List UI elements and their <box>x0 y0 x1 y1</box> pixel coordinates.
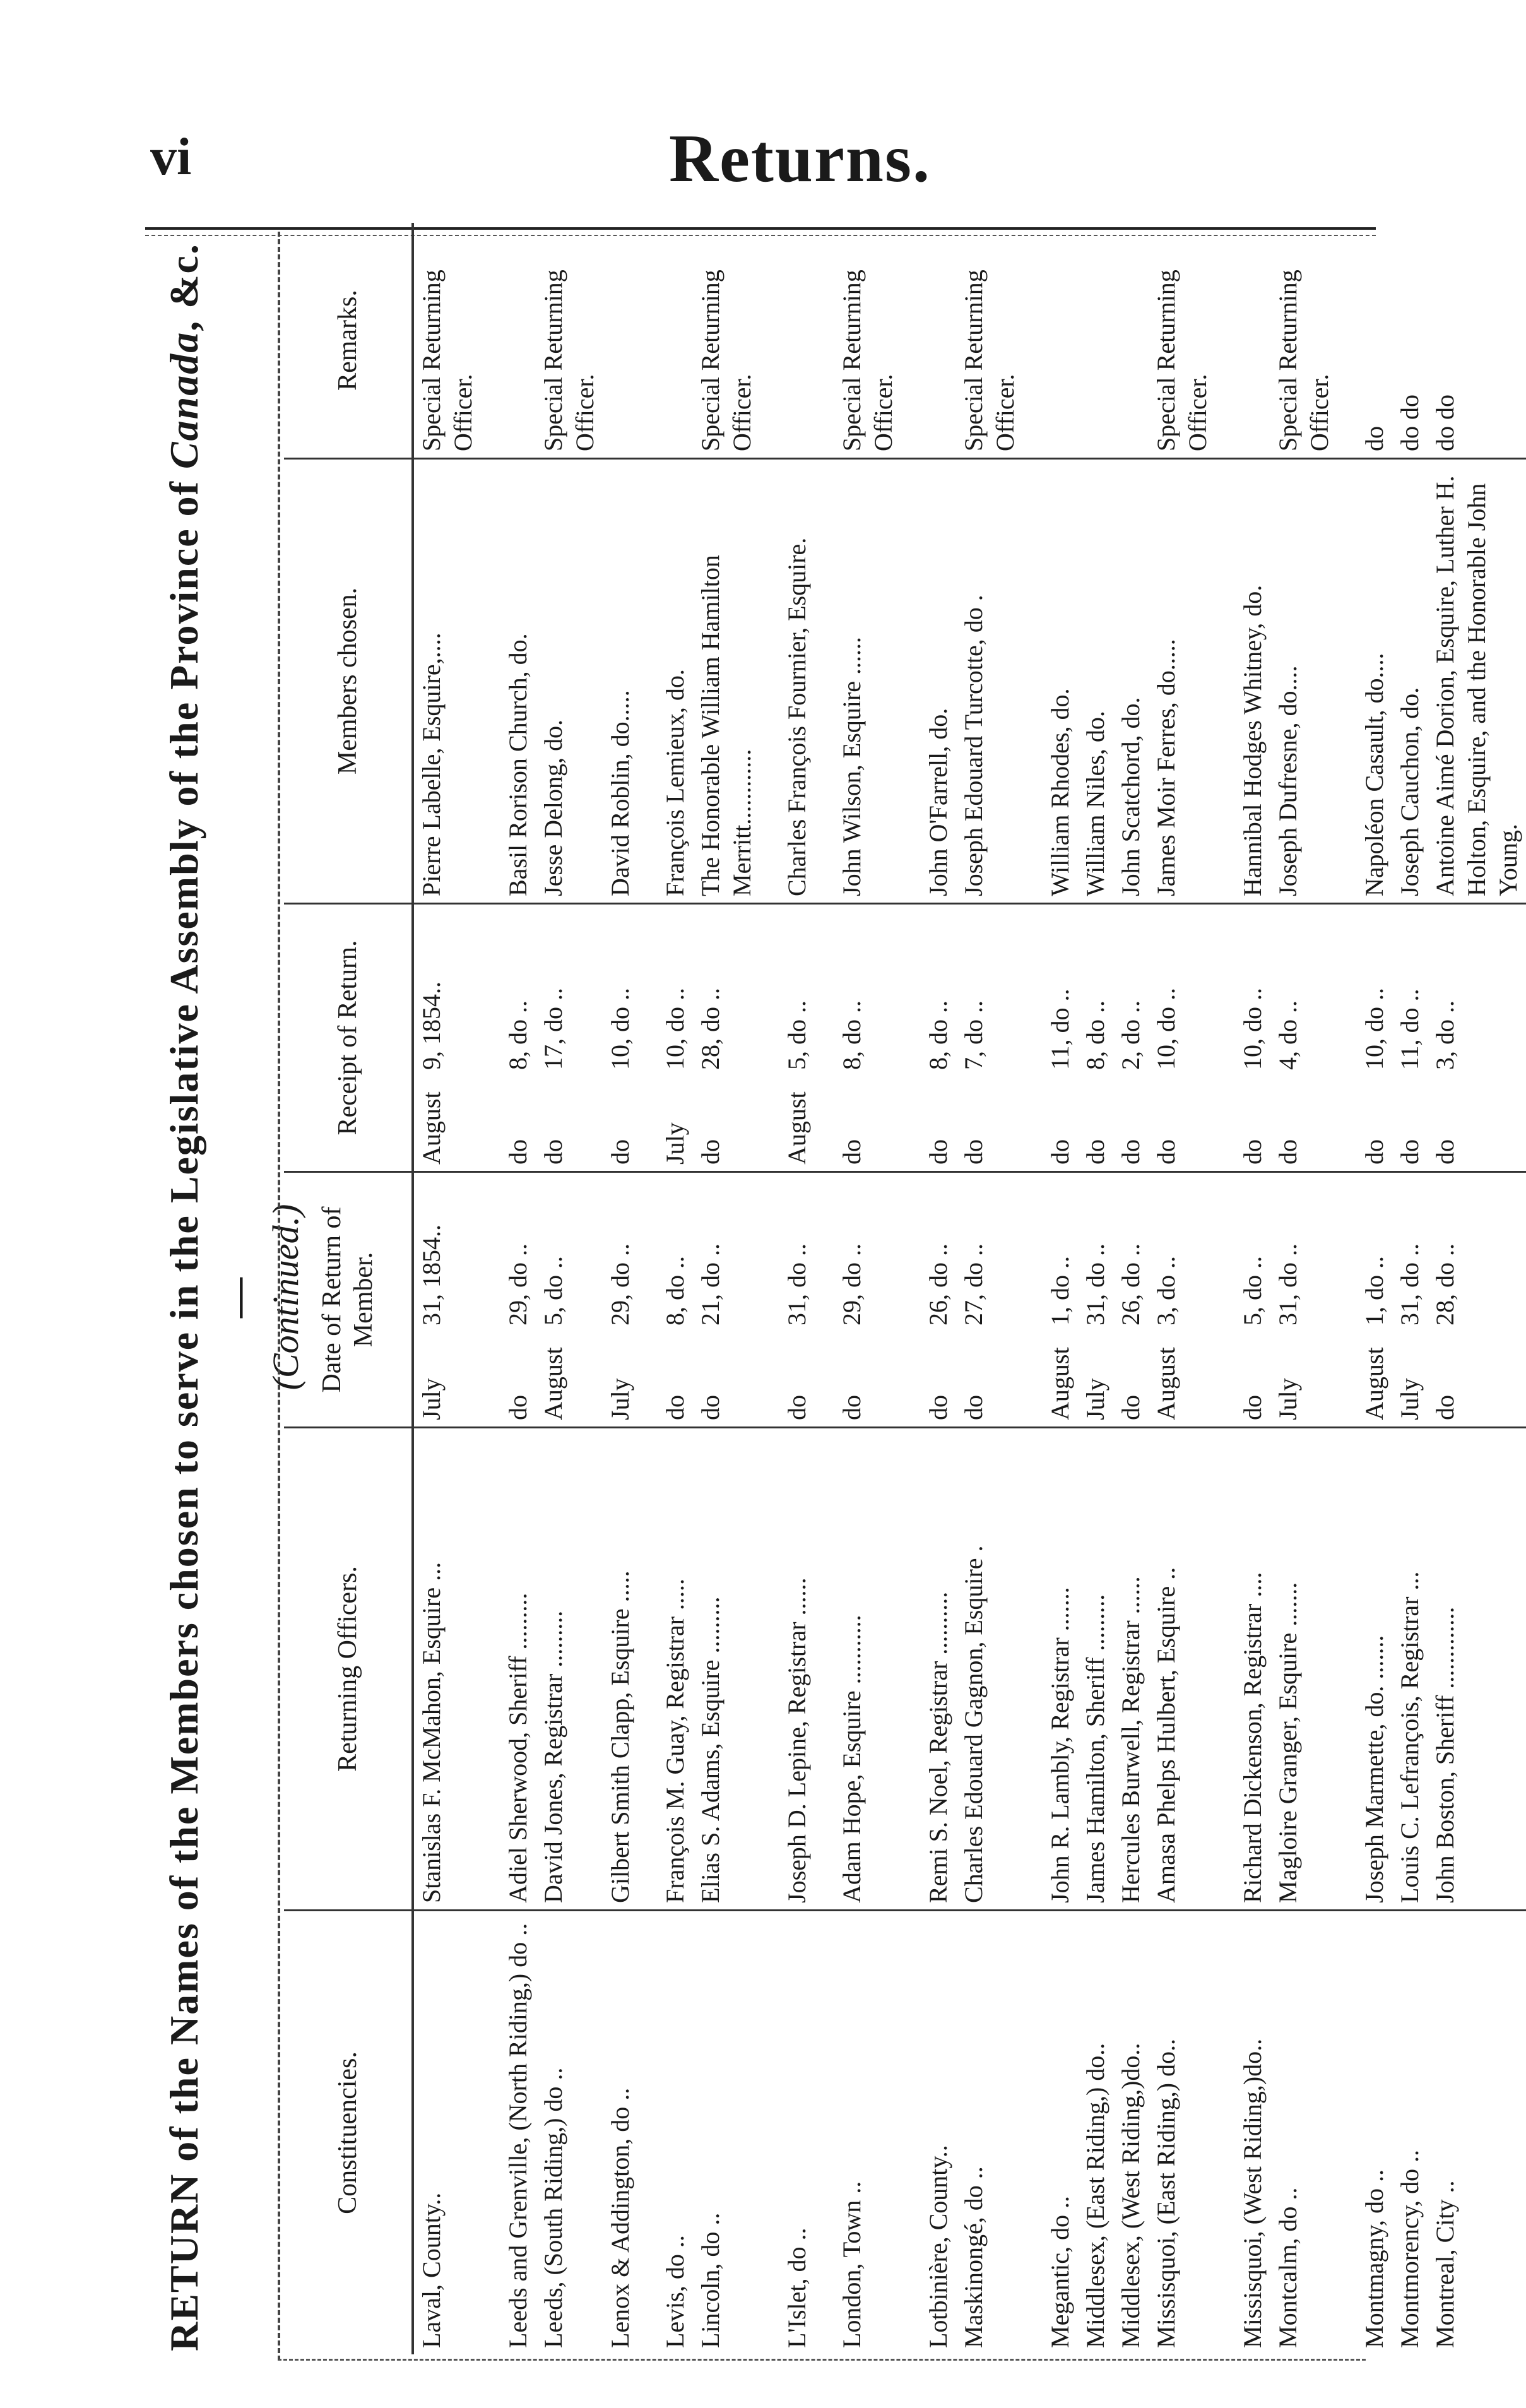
receipt-receipt: 8, do .. <box>1081 1000 1109 1070</box>
table-row <box>1392 223 1428 2354</box>
caption-continued: (Continued.) <box>265 1204 306 1391</box>
receipt-cell <box>760 904 815 1172</box>
remark-cell <box>1113 223 1149 459</box>
date-cell <box>760 1172 815 1428</box>
date-date: 27, do .. <box>959 1243 988 1326</box>
date-date: 8, do .. <box>661 1256 689 1326</box>
member-cell <box>1270 459 1337 904</box>
receipt-cell <box>1215 904 1270 1172</box>
constituency-cell <box>815 1911 901 2355</box>
officer-cell <box>693 1428 760 1911</box>
date-date-month: do <box>783 1395 811 1420</box>
date-cell <box>1270 1172 1337 1428</box>
receipt-receipt-month: do <box>924 1139 952 1165</box>
date-date-month: August <box>1152 1347 1180 1420</box>
header-officers: Returning Officers. <box>284 1428 413 1911</box>
date-date: 3, do .. <box>1152 1256 1180 1326</box>
constituency-cell <box>1023 1911 1078 2355</box>
member-member: David Roblin, do..... <box>606 690 634 896</box>
officer-officer: Joseph Marmette, do. ....... <box>1360 1635 1388 1903</box>
receipt-receipt: 5, do .. <box>783 1000 811 1070</box>
remark-cell <box>536 223 603 459</box>
date-cell <box>1392 1172 1428 1428</box>
officer-officer: Louis C. Lefrançois, Registrar ... <box>1395 1571 1424 1903</box>
date-date-month: do <box>924 1395 952 1420</box>
remark-cell <box>1215 223 1270 459</box>
officer-cell <box>1113 1428 1149 1911</box>
officer-cell <box>481 1428 536 1911</box>
receipt-receipt-month: do <box>1116 1139 1145 1165</box>
member-member: Antoine Aimé Dorion, Esquire, Luther H. Holton, Esquire, and the Honorable John Young. <box>1431 475 1522 896</box>
member-member: Jesse Delong, do. <box>539 720 567 896</box>
date-date: 5, do .. <box>539 1256 567 1326</box>
date-date: 29, do .. <box>606 1243 634 1326</box>
receipt-receipt-month: do <box>606 1139 634 1165</box>
member-cell <box>1113 459 1149 904</box>
member-member: John Wilson, Esquire ...... <box>837 637 866 896</box>
date-cell <box>1215 1172 1270 1428</box>
receipt-receipt-month: do <box>1360 1139 1388 1165</box>
constituency-constituency: Lincoln, do .. <box>696 2212 725 2348</box>
remark-cell <box>481 223 536 459</box>
constituency-cell <box>638 1911 693 2355</box>
remark-cell <box>603 223 638 459</box>
remark-remark: Special Returning Officer. <box>1274 270 1334 451</box>
remark-cell <box>1337 223 1392 459</box>
member-cell <box>1215 459 1270 904</box>
member-member: Hannibal Hodges Whitney, do. <box>1238 584 1267 896</box>
officer-cell <box>1428 1428 1526 1911</box>
date-date-month: do <box>1431 1395 1459 1420</box>
member-member: Pierre Labelle, Esquire,.... <box>417 632 446 896</box>
officer-officer: John Boston, Sheriff ............. <box>1431 1606 1459 1903</box>
officer-cell <box>536 1428 603 1911</box>
date-cell <box>536 1172 603 1428</box>
remark-cell <box>1270 223 1337 459</box>
date-date-month: August <box>539 1347 567 1420</box>
table-row <box>1023 223 1078 2354</box>
officer-officer: Hercules Burwell, Registrar ...... <box>1116 1576 1145 1903</box>
constituency-constituency: Leeds, (South Riding,) do .. <box>539 2067 567 2348</box>
date-date: 29, do .. <box>837 1243 866 1326</box>
officer-officer: David Jones, Registrar ......... <box>539 1610 567 1903</box>
date-date-month: July <box>417 1378 446 1420</box>
remark-cell <box>1149 223 1215 459</box>
table-row <box>481 223 536 2354</box>
receipt-receipt: 8, do .. <box>504 1000 532 1070</box>
officer-cell <box>413 1428 481 1911</box>
date-cell <box>1023 1172 1078 1428</box>
date-date: 1, do .. <box>1360 1256 1388 1326</box>
table-row <box>1078 223 1113 2354</box>
date-cell <box>901 1172 956 1428</box>
date-date-month: July <box>1274 1378 1302 1420</box>
member-cell <box>956 459 1023 904</box>
date-date-month: July <box>606 1378 634 1420</box>
date-cell <box>1428 1172 1526 1428</box>
date-date: 31, 1854.. <box>417 1225 446 1326</box>
constituency-cell <box>760 1911 815 2355</box>
member-cell <box>693 459 760 904</box>
date-date-month: August <box>1046 1347 1074 1420</box>
remark-cell <box>1392 223 1428 459</box>
table-row <box>1149 223 1215 2354</box>
constituency-cell <box>1113 1911 1149 2355</box>
constituency-constituency: Missisquoi, (East Riding,) do.. <box>1152 2038 1180 2348</box>
table-row <box>638 223 693 2354</box>
receipt-cell <box>603 904 638 1172</box>
member-cell <box>413 459 481 904</box>
constituency-cell <box>536 1911 603 2355</box>
member-cell <box>1392 459 1428 904</box>
member-cell <box>481 459 536 904</box>
remark-cell <box>760 223 815 459</box>
receipt-receipt: 2, do .. <box>1116 1000 1145 1070</box>
member-cell <box>638 459 693 904</box>
table-row <box>956 223 1023 2354</box>
member-member: William Niles, do. <box>1081 711 1109 896</box>
member-cell <box>603 459 638 904</box>
date-date-month: do <box>504 1395 532 1420</box>
receipt-cell <box>1392 904 1428 1172</box>
officer-cell <box>1149 1428 1215 1911</box>
constituency-constituency: Montmagny, do .. <box>1360 2169 1388 2348</box>
receipt-cell <box>1023 904 1078 1172</box>
receipt-receipt: 9, 1854.. <box>417 982 446 1070</box>
member-member: John O'Farrell, do. <box>924 708 952 896</box>
receipt-cell <box>956 904 1023 1172</box>
constituency-constituency: Middlesex, (West Riding,)do.. <box>1116 2043 1145 2348</box>
constituency-cell <box>901 1911 956 2355</box>
officer-officer: Charles Edouard Gagnon, Esquire . <box>959 1545 988 1903</box>
date-cell <box>956 1172 1023 1428</box>
receipt-cell <box>1270 904 1337 1172</box>
member-cell <box>536 459 603 904</box>
table-row <box>1113 223 1149 2354</box>
date-cell <box>638 1172 693 1428</box>
receipt-cell <box>1078 904 1113 1172</box>
date-cell <box>603 1172 638 1428</box>
table-row <box>413 223 481 2354</box>
member-member: Joseph Cauchon, do. <box>1395 687 1424 896</box>
constituency-constituency: Montcalm, do .. <box>1274 2187 1302 2348</box>
constituency-cell <box>956 1911 1023 2355</box>
constituency-cell <box>603 1911 638 2355</box>
receipt-receipt-month: do <box>1274 1139 1302 1165</box>
receipt-receipt-month: do <box>1395 1139 1424 1165</box>
member-cell <box>815 459 901 904</box>
date-cell <box>1337 1172 1392 1428</box>
remark-remark: Special Returning Officer. <box>539 270 599 451</box>
receipt-receipt-month: August <box>783 1091 811 1165</box>
table-row <box>693 223 760 2354</box>
officer-cell <box>815 1428 901 1911</box>
officer-officer: François M. Guay, Registrar ..... <box>661 1579 689 1903</box>
officer-cell <box>1337 1428 1392 1911</box>
constituency-constituency: Levis, do .. <box>661 2235 689 2348</box>
constituency-constituency: Montmorency, do .. <box>1395 2149 1424 2348</box>
member-member: William Rhodes, do. <box>1046 688 1074 896</box>
receipt-receipt-month: do <box>1431 1139 1459 1165</box>
table-row <box>536 223 603 2354</box>
receipt-receipt: 11, do .. <box>1395 988 1424 1070</box>
table-row <box>1337 223 1392 2354</box>
date-date: 29, do .. <box>504 1243 532 1326</box>
member-cell <box>1023 459 1078 904</box>
returns-table <box>284 223 1526 2354</box>
constituency-cell <box>1149 1911 1215 2355</box>
constituency-constituency: Maskinongé, do .. <box>959 2166 988 2348</box>
receipt-receipt-month: do <box>504 1139 532 1165</box>
receipt-cell <box>815 904 901 1172</box>
constituency-constituency: London, Town .. <box>837 2181 866 2348</box>
date-date-month: do <box>1116 1395 1145 1420</box>
receipt-receipt-month: do <box>837 1139 866 1165</box>
date-date: 31, do .. <box>1395 1243 1424 1326</box>
remark-remark: Special Returning Officer. <box>417 270 477 451</box>
date-date-month: do <box>661 1395 689 1420</box>
constituency-constituency: L'Islet, do .. <box>783 2227 811 2348</box>
remark-remark: Special Returning Officer. <box>1152 270 1212 451</box>
remark-cell <box>1023 223 1078 459</box>
constituency-constituency: Missisquoi, (West Riding,)do.. <box>1238 2038 1267 2348</box>
officer-cell <box>603 1428 638 1911</box>
officer-officer: Magloire Granger, Esquire ....... <box>1274 1582 1302 1903</box>
date-cell <box>1149 1172 1215 1428</box>
officer-officer: Adam Hope, Esquire ........... <box>837 1615 866 1903</box>
header-remarks: Remarks. <box>284 223 413 459</box>
officer-cell <box>1270 1428 1337 1911</box>
constituency-cell <box>1078 1911 1113 2355</box>
member-member: Charles François Fournier, Esquire. <box>783 537 811 896</box>
officer-cell <box>1392 1428 1428 1911</box>
member-member: Joseph Dufresne, do.... <box>1274 665 1302 896</box>
member-member: Basil Rorison Church, do. <box>504 633 532 896</box>
receipt-cell <box>1113 904 1149 1172</box>
date-date: 26, do .. <box>924 1243 952 1326</box>
date-date: 31, do .. <box>783 1243 811 1326</box>
member-cell <box>760 459 815 904</box>
table-row <box>603 223 638 2354</box>
remark-cell <box>815 223 901 459</box>
receipt-receipt: 7, do .. <box>959 1000 988 1070</box>
date-date-month: August <box>1360 1347 1388 1420</box>
receipt-receipt-month: do <box>696 1139 725 1165</box>
constituency-constituency: Middlesex, (East Riding,) do.. <box>1081 2043 1109 2348</box>
date-date-month: do <box>959 1395 988 1420</box>
officer-officer: Stanislas F. McMahon, Esquire ... <box>417 1562 446 1903</box>
constituency-cell <box>1215 1911 1270 2355</box>
member-cell <box>1149 459 1215 904</box>
constituency-constituency: Lotbinière, County.. <box>924 2145 952 2348</box>
receipt-receipt: 3, do .. <box>1431 1000 1459 1070</box>
receipt-receipt: 10, do .. <box>1238 988 1267 1070</box>
receipt-cell <box>638 904 693 1172</box>
officer-officer: Elias S. Adams, Esquire ......... <box>696 1596 725 1903</box>
constituency-cell <box>1337 1911 1392 2355</box>
officer-officer: Adiel Sherwood, Sheriff ......... <box>504 1592 532 1903</box>
date-date: 1, do .. <box>1046 1256 1074 1326</box>
page-title: Returns. <box>669 121 931 196</box>
officer-cell <box>1023 1428 1078 1911</box>
receipt-receipt-month: July <box>661 1122 689 1165</box>
constituency-cell <box>1392 1911 1428 2355</box>
date-cell <box>481 1172 536 1428</box>
date-date-month: do <box>837 1395 866 1420</box>
table-row <box>760 223 815 2354</box>
constituency-constituency: Megantic, do .. <box>1046 2195 1074 2348</box>
date-date-month: do <box>1238 1395 1267 1420</box>
member-cell <box>901 459 956 904</box>
receipt-receipt: 8, do .. <box>837 1000 866 1070</box>
page-number: vi <box>150 128 192 186</box>
header-row <box>284 223 413 2354</box>
caption-line <box>158 234 264 2361</box>
constituency-cell <box>413 1911 481 2355</box>
officer-officer: James Hamilton, Sheriff ......... <box>1081 1594 1109 1903</box>
receipt-receipt: 10, do .. <box>661 988 689 1070</box>
date-date: 31, do .. <box>1081 1243 1109 1326</box>
constituency-constituency: Lenox & Addington, do .. <box>606 2087 634 2348</box>
member-cell <box>1078 459 1113 904</box>
constituency-cell <box>481 1911 536 2355</box>
member-member: James Moir Ferres, do..... <box>1152 639 1180 896</box>
officer-officer: Joseph D. Lepine, Registrar ...... <box>783 1577 811 1903</box>
receipt-receipt: 17, do .. <box>539 988 567 1070</box>
receipt-cell <box>536 904 603 1172</box>
receipt-receipt-month: August <box>417 1091 446 1165</box>
rotated-table-region <box>158 234 1522 2361</box>
officer-officer: John R. Lambly, Registrar ....... <box>1046 1587 1074 1903</box>
receipt-receipt-month: do <box>1081 1139 1109 1165</box>
remark-remark: do <box>1360 426 1388 451</box>
remark-remark: do do <box>1431 394 1459 451</box>
constituency-cell <box>1270 1911 1337 2355</box>
receipt-cell <box>1428 904 1526 1172</box>
header-members: Members chosen. <box>284 459 413 904</box>
remark-cell <box>956 223 1023 459</box>
date-cell <box>1078 1172 1113 1428</box>
caption-prefix: RETURN of the Names of the Members chosen to serve in the Legislative Assembly of the Province of <box>162 469 206 2351</box>
table-row <box>815 223 901 2354</box>
header-date-return: Date of Return of Member. <box>284 1172 413 1428</box>
officer-officer: Amasa Phelps Hulbert, Esquire .. <box>1152 1567 1180 1903</box>
receipt-receipt: 4, do .. <box>1274 1000 1302 1070</box>
date-cell <box>815 1172 901 1428</box>
receipt-receipt-month: do <box>959 1139 988 1165</box>
receipt-receipt-month: do <box>539 1139 567 1165</box>
date-date-month: do <box>696 1395 725 1420</box>
caption-emph: Canada <box>162 331 206 470</box>
receipt-receipt-month: do <box>1046 1139 1074 1165</box>
member-member: Napoléon Casault, do.... <box>1360 653 1388 896</box>
constituency-cell <box>693 1911 760 2355</box>
date-date: 31, do .. <box>1274 1243 1302 1326</box>
remark-cell <box>693 223 760 459</box>
officer-cell <box>638 1428 693 1911</box>
table-row <box>1270 223 1337 2354</box>
date-date-month: July <box>1081 1378 1109 1420</box>
constituency-constituency: Montreal, City .. <box>1431 2180 1459 2348</box>
remark-remark: Special Returning Officer. <box>696 270 756 451</box>
remark-cell <box>1428 223 1526 459</box>
receipt-receipt: 11, do .. <box>1046 988 1074 1070</box>
table-row <box>1428 223 1526 2354</box>
date-cell <box>413 1172 481 1428</box>
remark-remark: Special Returning Officer. <box>959 270 1019 451</box>
receipt-receipt: 10, do .. <box>606 988 634 1070</box>
receipt-receipt: 8, do .. <box>924 1000 952 1070</box>
remark-remark: Special Returning Officer. <box>837 270 897 451</box>
officer-cell <box>760 1428 815 1911</box>
remark-cell <box>1078 223 1113 459</box>
member-member: François Lemieux, do. <box>661 669 689 896</box>
receipt-cell <box>901 904 956 1172</box>
remark-cell <box>638 223 693 459</box>
constituency-cell <box>1428 1911 1526 2355</box>
remark-cell <box>901 223 956 459</box>
receipt-cell <box>693 904 760 1172</box>
date-cell <box>1113 1172 1149 1428</box>
receipt-receipt: 10, do .. <box>1152 988 1180 1070</box>
member-member: John Scatchord, do. <box>1116 697 1145 896</box>
date-date: 21, do .. <box>696 1243 725 1326</box>
receipt-receipt-month: do <box>1152 1139 1180 1165</box>
date-date: 5, do .. <box>1238 1256 1267 1326</box>
constituency-constituency: Leeds and Grenville, (North Riding,) do .. <box>504 1923 532 2348</box>
member-member: Joseph Edouard Turcotte, do . <box>959 595 988 896</box>
receipt-cell <box>1149 904 1215 1172</box>
remark-remark: do do <box>1395 394 1424 451</box>
receipt-cell <box>481 904 536 1172</box>
table-row <box>901 223 956 2354</box>
caption-suffix: , &c.— <box>162 243 259 1318</box>
receipt-cell <box>413 904 481 1172</box>
member-member: The Honorable William Hamilton Merritt............ <box>696 555 756 896</box>
member-cell <box>1428 459 1526 904</box>
date-date-month: July <box>1395 1378 1424 1420</box>
date-date: 26, do .. <box>1116 1243 1145 1326</box>
date-cell <box>693 1172 760 1428</box>
date-date: 28, do .. <box>1431 1243 1459 1326</box>
officer-cell <box>1078 1428 1113 1911</box>
receipt-receipt: 10, do .. <box>1360 988 1388 1070</box>
header-constituencies: Constituencies. <box>284 1911 413 2355</box>
receipt-receipt-month: do <box>1238 1139 1267 1165</box>
receipt-receipt: 28, do .. <box>696 988 725 1070</box>
officer-cell <box>956 1428 1023 1911</box>
officer-cell <box>1215 1428 1270 1911</box>
officer-officer: Remi S. Noel, Registrar .......... <box>924 1591 952 1903</box>
header-receipt: Receipt of Return. <box>284 904 413 1172</box>
member-cell <box>1337 459 1392 904</box>
officer-cell <box>901 1428 956 1911</box>
receipt-cell <box>1337 904 1392 1172</box>
constituency-constituency: Laval, County.. <box>417 2192 446 2348</box>
officer-officer: Gilbert Smith Clapp, Esquire ..... <box>606 1570 634 1903</box>
officer-officer: Richard Dickenson, Registrar .... <box>1238 1572 1267 1903</box>
table-row <box>1215 223 1270 2354</box>
remark-cell <box>413 223 481 459</box>
